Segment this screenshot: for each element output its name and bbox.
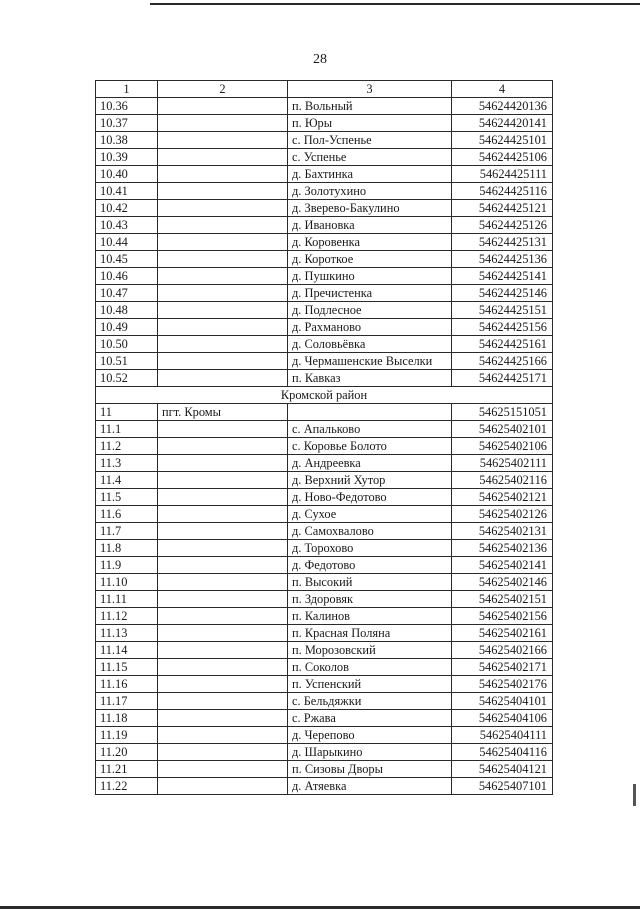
settlement-cell: с. Ржава: [288, 710, 452, 727]
district-cell: [158, 302, 288, 319]
settlement-cell: п. Кавказ: [288, 370, 452, 387]
table-row: [96, 183, 553, 200]
settlement-cell: д. Ивановка: [288, 217, 452, 234]
row-number-cell: 11.10: [96, 574, 158, 591]
district-cell: [158, 472, 288, 489]
settlement-cell: д. Подлесное: [288, 302, 452, 319]
code-cell: 54625402106: [452, 438, 553, 455]
table-row: [96, 404, 553, 421]
settlement-cell: д. Атяевка: [288, 778, 452, 795]
code-cell: 54624425166: [452, 353, 553, 370]
district-cell: [158, 574, 288, 591]
code-cell: 54625402101: [452, 421, 553, 438]
settlement-cell: п. Здоровяк: [288, 591, 452, 608]
table-row: [96, 727, 553, 744]
table-row: [96, 693, 553, 710]
code-cell: 54624425141: [452, 268, 553, 285]
district-cell: [158, 183, 288, 200]
settlement-cell: д. Торохово: [288, 540, 452, 557]
district-cell: [158, 115, 288, 132]
district-cell: [158, 693, 288, 710]
code-cell: 54625402136: [452, 540, 553, 557]
row-number-cell: 11.21: [96, 761, 158, 778]
settlement-cell: д. Самохвалово: [288, 523, 452, 540]
section-title: Кромской район: [96, 387, 553, 404]
row-number-cell: 10.40: [96, 166, 158, 183]
code-cell: 54624425151: [452, 302, 553, 319]
settlement-cell: п. Соколов: [288, 659, 452, 676]
code-cell: 54624425161: [452, 336, 553, 353]
code-cell: 54624425171: [452, 370, 553, 387]
district-cell: [158, 319, 288, 336]
row-number-cell: 10.50: [96, 336, 158, 353]
table-row: [96, 166, 553, 183]
code-cell: 54625402146: [452, 574, 553, 591]
code-cell: 54625404116: [452, 744, 553, 761]
district-cell: [158, 591, 288, 608]
row-number-cell: 11.22: [96, 778, 158, 795]
settlement-cell: д. Черепово: [288, 727, 452, 744]
row-number-cell: 11.6: [96, 506, 158, 523]
settlement-cell: д. Рахманово: [288, 319, 452, 336]
code-cell: 54624425101: [452, 132, 553, 149]
code-cell: 54625404101: [452, 693, 553, 710]
district-cell: [158, 778, 288, 795]
row-number-cell: 11.3: [96, 455, 158, 472]
district-cell: [158, 608, 288, 625]
code-cell: 54625407101: [452, 778, 553, 795]
settlement-cell: д. Верхний Хутор: [288, 472, 452, 489]
table-row: [96, 302, 553, 319]
table-row: [96, 98, 553, 115]
code-cell: 54625402131: [452, 523, 553, 540]
settlement-cell: д. Ново-Федотово: [288, 489, 452, 506]
settlement-cell: д. Короткое: [288, 251, 452, 268]
settlement-cell: [288, 404, 452, 421]
settlement-cell: д. Чермашенские Выселки: [288, 353, 452, 370]
table-row: [96, 115, 553, 132]
district-cell: [158, 200, 288, 217]
table-row: [96, 761, 553, 778]
district-cell: [158, 523, 288, 540]
table-row: [96, 472, 553, 489]
table-row: [96, 421, 553, 438]
table-row: [96, 489, 553, 506]
code-cell: 54624425126: [452, 217, 553, 234]
table-row: [96, 540, 553, 557]
code-cell: 54625402171: [452, 659, 553, 676]
row-number-cell: 10.49: [96, 319, 158, 336]
row-number-cell: 10.37: [96, 115, 158, 132]
row-number-cell: 11.17: [96, 693, 158, 710]
district-cell: [158, 370, 288, 387]
table-row: [96, 710, 553, 727]
settlement-cell: д. Андреевка: [288, 455, 452, 472]
settlement-cell: п. Юры: [288, 115, 452, 132]
margin-mark: [633, 784, 636, 806]
district-cell: [158, 506, 288, 523]
district-cell: [158, 268, 288, 285]
section-row: [96, 387, 553, 404]
row-number-cell: 10.46: [96, 268, 158, 285]
district-cell: [158, 540, 288, 557]
row-number-cell: 10.52: [96, 370, 158, 387]
row-number-cell: 11.13: [96, 625, 158, 642]
table-row: [96, 608, 553, 625]
settlement-cell: д. Федотово: [288, 557, 452, 574]
code-cell: 54625402116: [452, 472, 553, 489]
code-cell: 54625404111: [452, 727, 553, 744]
code-cell: 54625151051: [452, 404, 553, 421]
settlement-cell: п. Вольный: [288, 98, 452, 115]
code-cell: 54624425106: [452, 149, 553, 166]
district-cell: [158, 710, 288, 727]
row-number-cell: 11.9: [96, 557, 158, 574]
row-number-cell: 11.5: [96, 489, 158, 506]
table-row: [96, 557, 553, 574]
row-number-cell: 11.1: [96, 421, 158, 438]
code-cell: 54625404106: [452, 710, 553, 727]
row-number-cell: 10.38: [96, 132, 158, 149]
settlements-table: [95, 80, 553, 795]
table-row: [96, 591, 553, 608]
table-row: [96, 200, 553, 217]
district-cell: [158, 336, 288, 353]
row-number-cell: 11.12: [96, 608, 158, 625]
table-row: [96, 574, 553, 591]
district-cell: [158, 251, 288, 268]
table-row: [96, 268, 553, 285]
table-row: [96, 778, 553, 795]
table-row: [96, 659, 553, 676]
code-cell: 54624425121: [452, 200, 553, 217]
district-cell: [158, 285, 288, 302]
code-cell: 54624425156: [452, 319, 553, 336]
table-row: [96, 319, 553, 336]
code-cell: 54625402161: [452, 625, 553, 642]
settlement-cell: п. Калинов: [288, 608, 452, 625]
code-cell: 54624420141: [452, 115, 553, 132]
table-header-row: [96, 81, 553, 98]
district-cell: [158, 132, 288, 149]
table-row: [96, 285, 553, 302]
table-row: [96, 234, 553, 251]
table-row: [96, 455, 553, 472]
row-number-cell: 11.11: [96, 591, 158, 608]
settlement-cell: п. Успенский: [288, 676, 452, 693]
row-number-cell: 10.36: [96, 98, 158, 115]
code-cell: 54625404121: [452, 761, 553, 778]
code-cell: 54625402121: [452, 489, 553, 506]
code-cell: 54625402156: [452, 608, 553, 625]
settlement-cell: д. Пречистенка: [288, 285, 452, 302]
table-row: [96, 642, 553, 659]
code-cell: 54625402111: [452, 455, 553, 472]
row-number-cell: 11.18: [96, 710, 158, 727]
table-row: [96, 217, 553, 234]
district-cell: [158, 149, 288, 166]
district-cell: [158, 353, 288, 370]
header-cell: 1: [96, 81, 158, 98]
district-cell: [158, 744, 288, 761]
settlement-cell: п. Красная Поляна: [288, 625, 452, 642]
code-cell: 54625402151: [452, 591, 553, 608]
district-cell: [158, 98, 288, 115]
row-number-cell: 11.15: [96, 659, 158, 676]
code-cell: 54624425131: [452, 234, 553, 251]
code-cell: 54625402166: [452, 642, 553, 659]
code-cell: 54624425116: [452, 183, 553, 200]
district-cell: [158, 455, 288, 472]
code-cell: 54625402141: [452, 557, 553, 574]
district-cell: [158, 642, 288, 659]
settlement-cell: д. Пушкино: [288, 268, 452, 285]
settlement-cell: д. Золотухино: [288, 183, 452, 200]
settlement-cell: с. Бельдяжки: [288, 693, 452, 710]
district-cell: [158, 625, 288, 642]
settlement-cell: с. Пол-Успенье: [288, 132, 452, 149]
table-row: [96, 676, 553, 693]
row-number-cell: 11.20: [96, 744, 158, 761]
table-row: [96, 744, 553, 761]
bottom-rule: [0, 906, 640, 909]
table-row: [96, 370, 553, 387]
row-number-cell: 10.43: [96, 217, 158, 234]
settlement-cell: с. Апальково: [288, 421, 452, 438]
table-row: [96, 353, 553, 370]
settlement-cell: д. Шарыкино: [288, 744, 452, 761]
row-number-cell: 10.51: [96, 353, 158, 370]
settlement-cell: д. Соловьёвка: [288, 336, 452, 353]
district-cell: [158, 421, 288, 438]
settlement-cell: д. Коровенка: [288, 234, 452, 251]
settlement-cell: с. Коровье Болото: [288, 438, 452, 455]
settlement-cell: д. Сухое: [288, 506, 452, 523]
settlement-cell: д. Бахтинка: [288, 166, 452, 183]
row-number-cell: 11.19: [96, 727, 158, 744]
district-cell: [158, 659, 288, 676]
row-number-cell: 11.4: [96, 472, 158, 489]
settlement-cell: с. Успенье: [288, 149, 452, 166]
row-number-cell: 10.44: [96, 234, 158, 251]
row-number-cell: 10.47: [96, 285, 158, 302]
row-number-cell: 11.7: [96, 523, 158, 540]
settlement-cell: п. Морозовский: [288, 642, 452, 659]
header-cell: 3: [288, 81, 452, 98]
code-cell: 54625402126: [452, 506, 553, 523]
code-cell: 54625402176: [452, 676, 553, 693]
table-row: [96, 438, 553, 455]
settlement-cell: п. Сизовы Дворы: [288, 761, 452, 778]
table-row: [96, 149, 553, 166]
settlement-cell: п. Высокий: [288, 574, 452, 591]
district-cell: [158, 761, 288, 778]
district-cell: пгт. Кромы: [158, 404, 288, 421]
table-row: [96, 251, 553, 268]
table-row: [96, 132, 553, 149]
table-row: [96, 523, 553, 540]
code-cell: 54624425146: [452, 285, 553, 302]
row-number-cell: 10.39: [96, 149, 158, 166]
table-row: [96, 506, 553, 523]
code-cell: 54624425111: [452, 166, 553, 183]
page-number: 28: [313, 52, 327, 67]
header-cell: 2: [158, 81, 288, 98]
district-cell: [158, 676, 288, 693]
row-number-cell: 11.16: [96, 676, 158, 693]
district-cell: [158, 557, 288, 574]
row-number-cell: 10.48: [96, 302, 158, 319]
row-number-cell: 10.42: [96, 200, 158, 217]
code-cell: 54624420136: [452, 98, 553, 115]
settlement-cell: д. Зверево-Бакулино: [288, 200, 452, 217]
row-number-cell: 11.8: [96, 540, 158, 557]
row-number-cell: 11.2: [96, 438, 158, 455]
district-cell: [158, 234, 288, 251]
table-row: [96, 625, 553, 642]
code-cell: 54624425136: [452, 251, 553, 268]
district-cell: [158, 727, 288, 744]
header-cell: 4: [452, 81, 553, 98]
row-number-cell: 11: [96, 404, 158, 421]
row-number-cell: 11.14: [96, 642, 158, 659]
top-rule: [150, 3, 640, 5]
row-number-cell: 10.41: [96, 183, 158, 200]
district-cell: [158, 489, 288, 506]
district-cell: [158, 438, 288, 455]
table-row: [96, 336, 553, 353]
district-cell: [158, 166, 288, 183]
row-number-cell: 10.45: [96, 251, 158, 268]
district-cell: [158, 217, 288, 234]
